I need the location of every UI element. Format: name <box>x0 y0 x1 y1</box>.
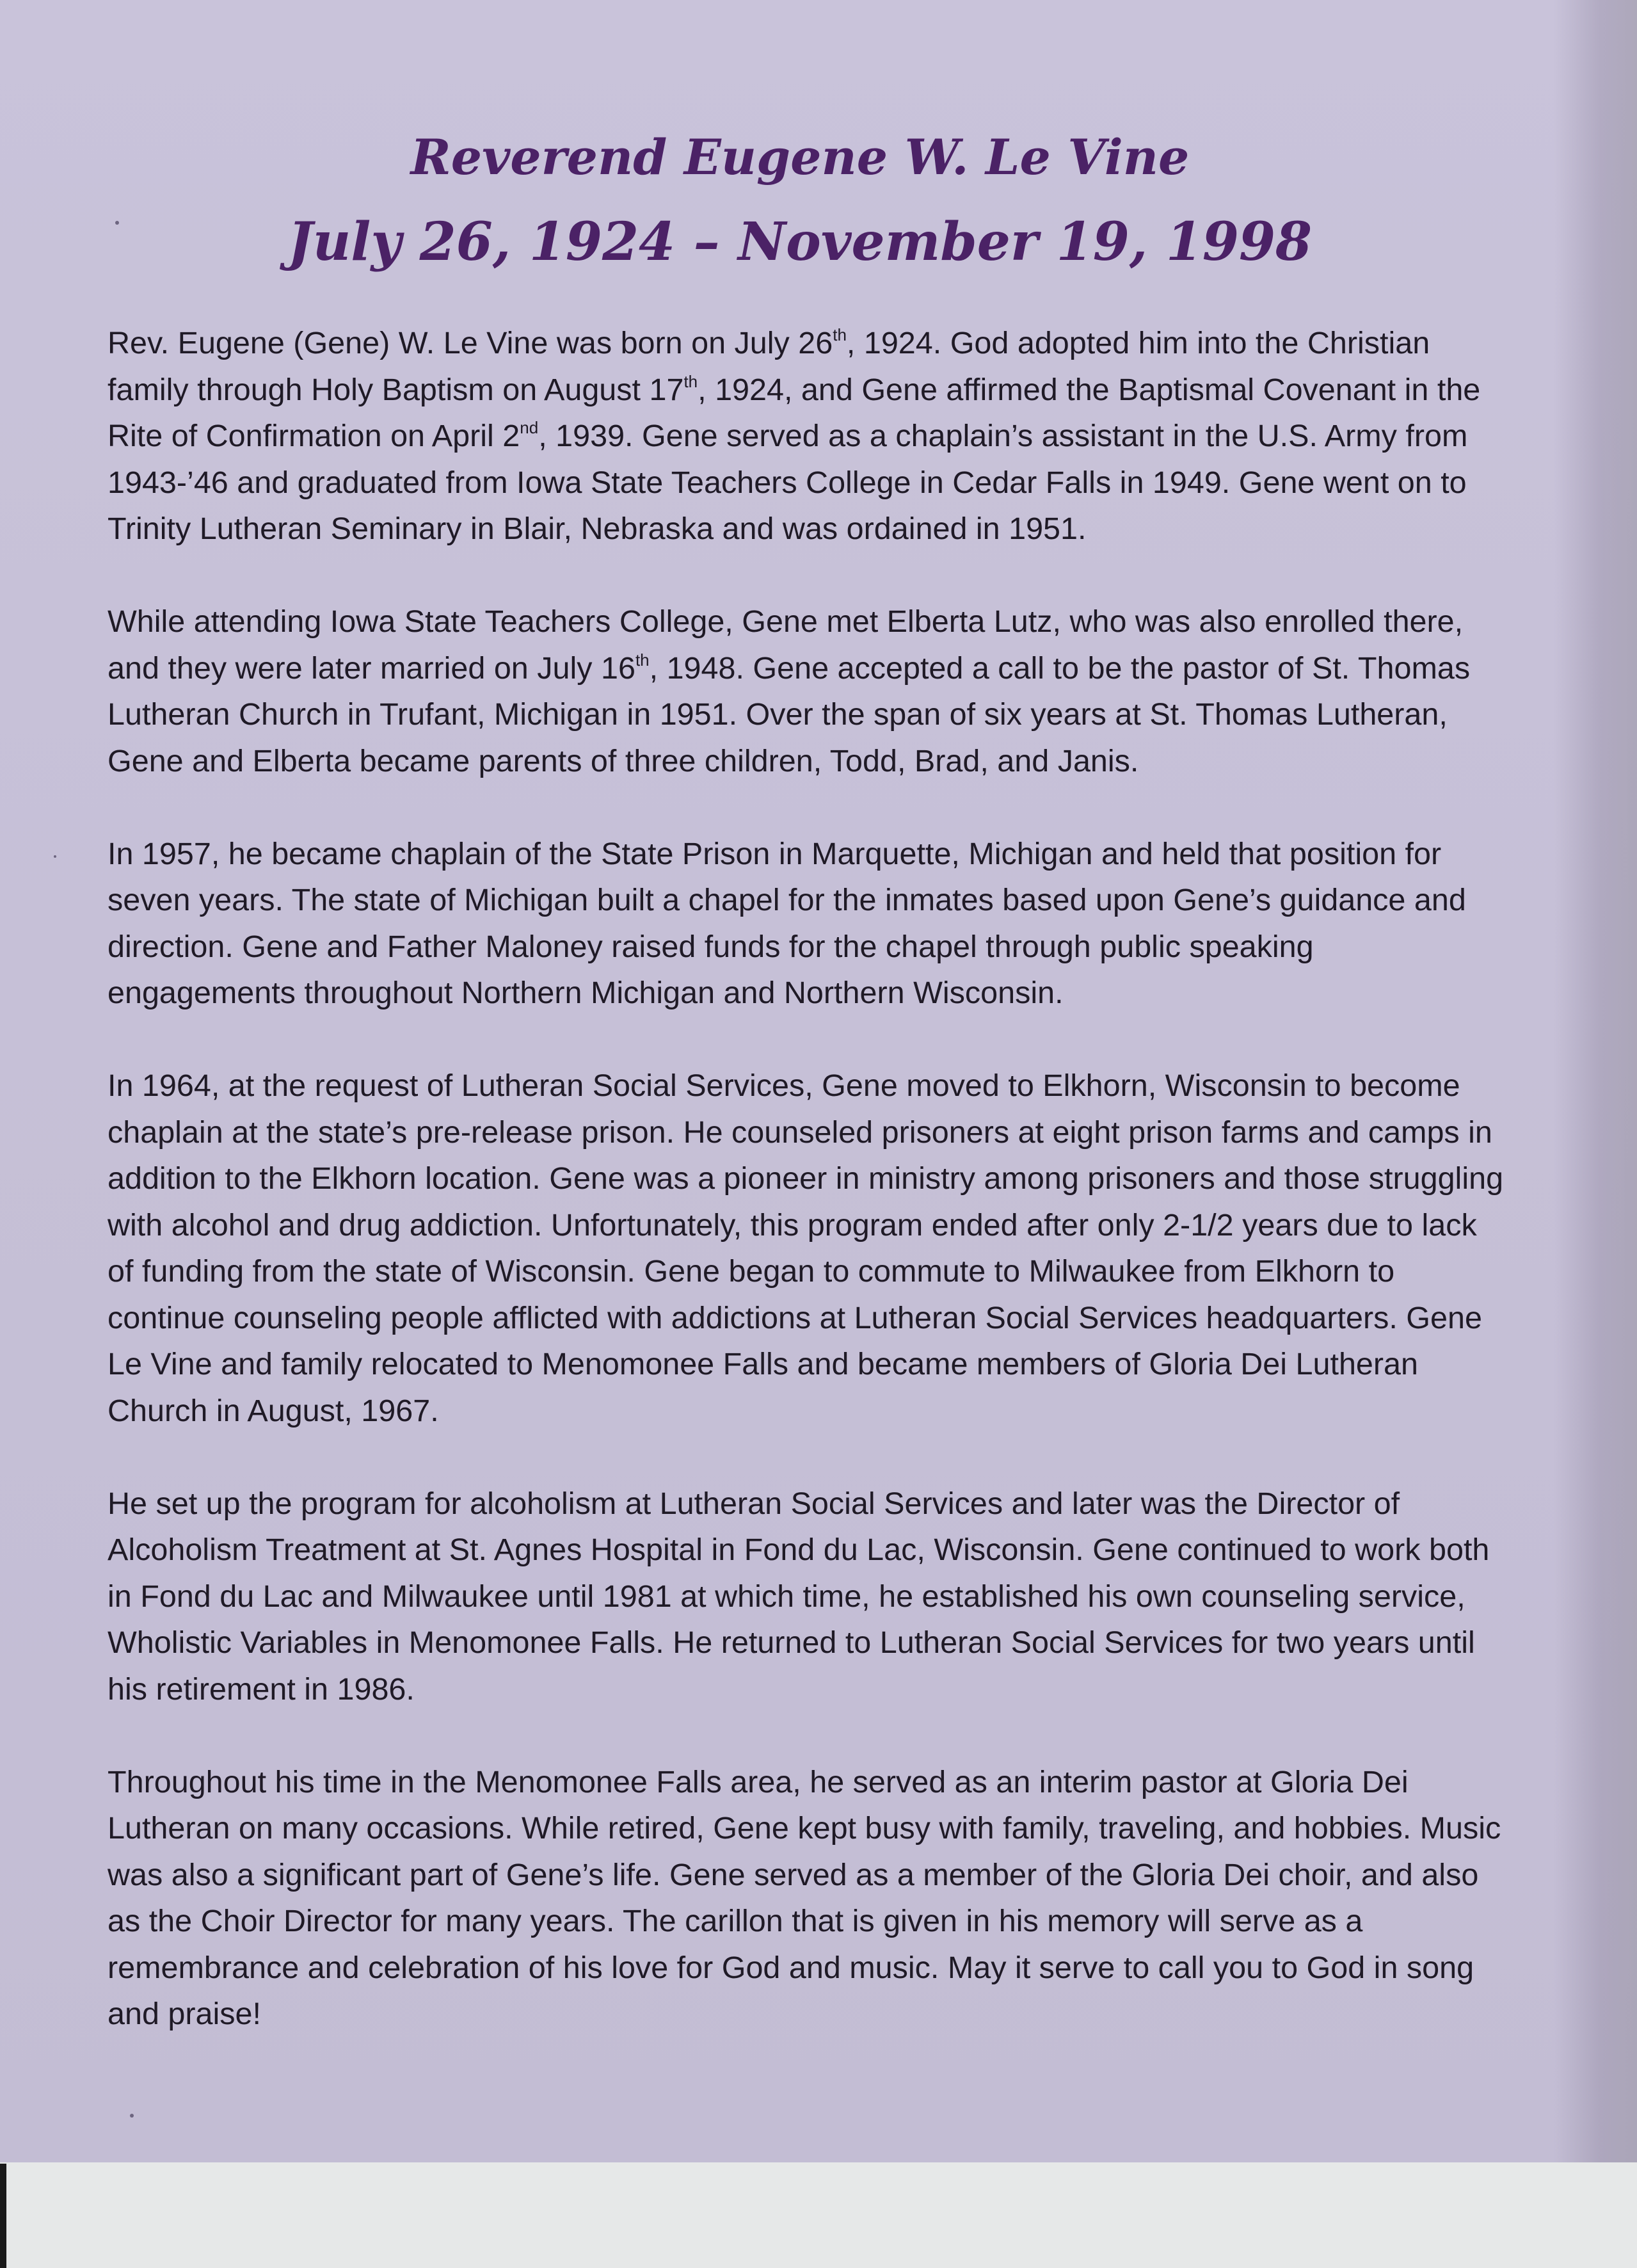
scan-speck <box>54 855 56 858</box>
paragraph-alcoholism-program: He set up the program for alcoholism at Lutheran Social Services and later was the Director of Alcoholism Treatment at St. Agnes Hospital in Fond du Lac, Wisconsin. Gene continued to work both in Fond du Lac and Milwaukee until 1981 at which time, he established his own counseling service, Wholistic Variables in Menomonee Falls. He returned to Lutheran Social Services for two years until his retirement in 1986. <box>108 1486 1490 1707</box>
paragraph-birth-and-ordination <box>108 320 1509 552</box>
title-dates: July 26, 1924 – November 19, 1998 <box>287 211 1313 273</box>
page-edge-shadow <box>1554 0 1637 2162</box>
biography-body <box>108 320 1509 2084</box>
text-run: , 1924, and Gene affirmed the Baptismal Covenant in the Rite of Confirmation on April 2 <box>108 372 1481 453</box>
text-run: , 1939. Gene served as a chaplain’s assistant in the U.S. Army from 1943-’46 and graduated from Iowa State Teachers College in Cedar Falls in 1949. Gene went on to Trinity Lutheran Seminary in Blair, Nebraska and was ordained in 1951. <box>108 419 1468 546</box>
scan-speck <box>130 2114 134 2118</box>
paragraph-marriage-and-family <box>108 599 1509 784</box>
ordinal-suffix: th <box>833 325 847 344</box>
text-run: , 1948. Gene accepted a call to be the pastor of St. Thomas Lutheran Church in Trufant, Michigan in 1951. Over the span of six years at St. Thomas Lutheran, Gene and Elberta became parents of three children, Todd, Brad, and Janis. <box>108 650 1471 778</box>
text-run: , 1924. God adopted him into the Christian family through Holy Baptism on August 17 <box>108 326 1430 407</box>
text-run: While attending Iowa State Teachers College, Gene met Elberta Lutz, who was also enrolled there, and they were later married on July 16 <box>108 604 1464 686</box>
ordinal-suffix: nd <box>520 418 539 437</box>
paragraph-marquette-prison: In 1957, he became chaplain of the State Prison in Marquette, Michigan and held that position for seven years. The state of Michigan built a chapel for the inmates based upon Gene’s guidance and direction. Gene and Father Maloney raised funds for the chapel through public speaking engagements throughout Northern Michigan and Northern Wisconsin. <box>108 836 1466 1010</box>
memorial-title <box>0 115 1600 284</box>
ordinal-suffix: th <box>683 371 698 391</box>
ordinal-suffix: th <box>635 650 650 670</box>
text-run: Rev. Eugene (Gene) W. Le Vine was born on July 26 <box>108 326 833 360</box>
paragraph-elkhorn-ministry: In 1964, at the request of Lutheran Social Services, Gene moved to Elkhorn, Wisconsin to become chaplain at the state’s pre-release prison. He counseled prisoners at eight prison farms and camps in addition to the Elkhorn location. Gene was a pioneer in ministry among prisoners and those struggling with alcohol and drug addiction. Unfortunately, this program ended after only 2-1/2 years due to lack of funding from the state of Wisconsin. Gene began to commute to Milwaukee from Elkhorn to continue counseling people afflicted with addictions at Lutheran Social Services headquarters. Gene Le Vine and family relocated to Menomonee Falls and became members of Gloria Dei Lutheran Church in August, 1967. <box>108 1068 1504 1428</box>
scan-border-mark <box>0 2164 6 2268</box>
paragraph-music-and-carillon: Throughout his time in the Menomonee Falls area, he served as an interim pastor at Gloria Dei Lutheran on many occasions. While retired, Gene kept busy with family, traveling, and hobbies. Music was also a significant part of Gene’s life. Gene served as a member of the Gloria Dei choir, and also as the Choir Director for many years. The carillon that is given in his memory will serve as a remembrance and celebration of his love for God and music. May it serve to call you to God in song and praise! <box>108 1764 1501 2031</box>
title-name: Reverend Eugene W. Le Vine <box>410 129 1190 186</box>
